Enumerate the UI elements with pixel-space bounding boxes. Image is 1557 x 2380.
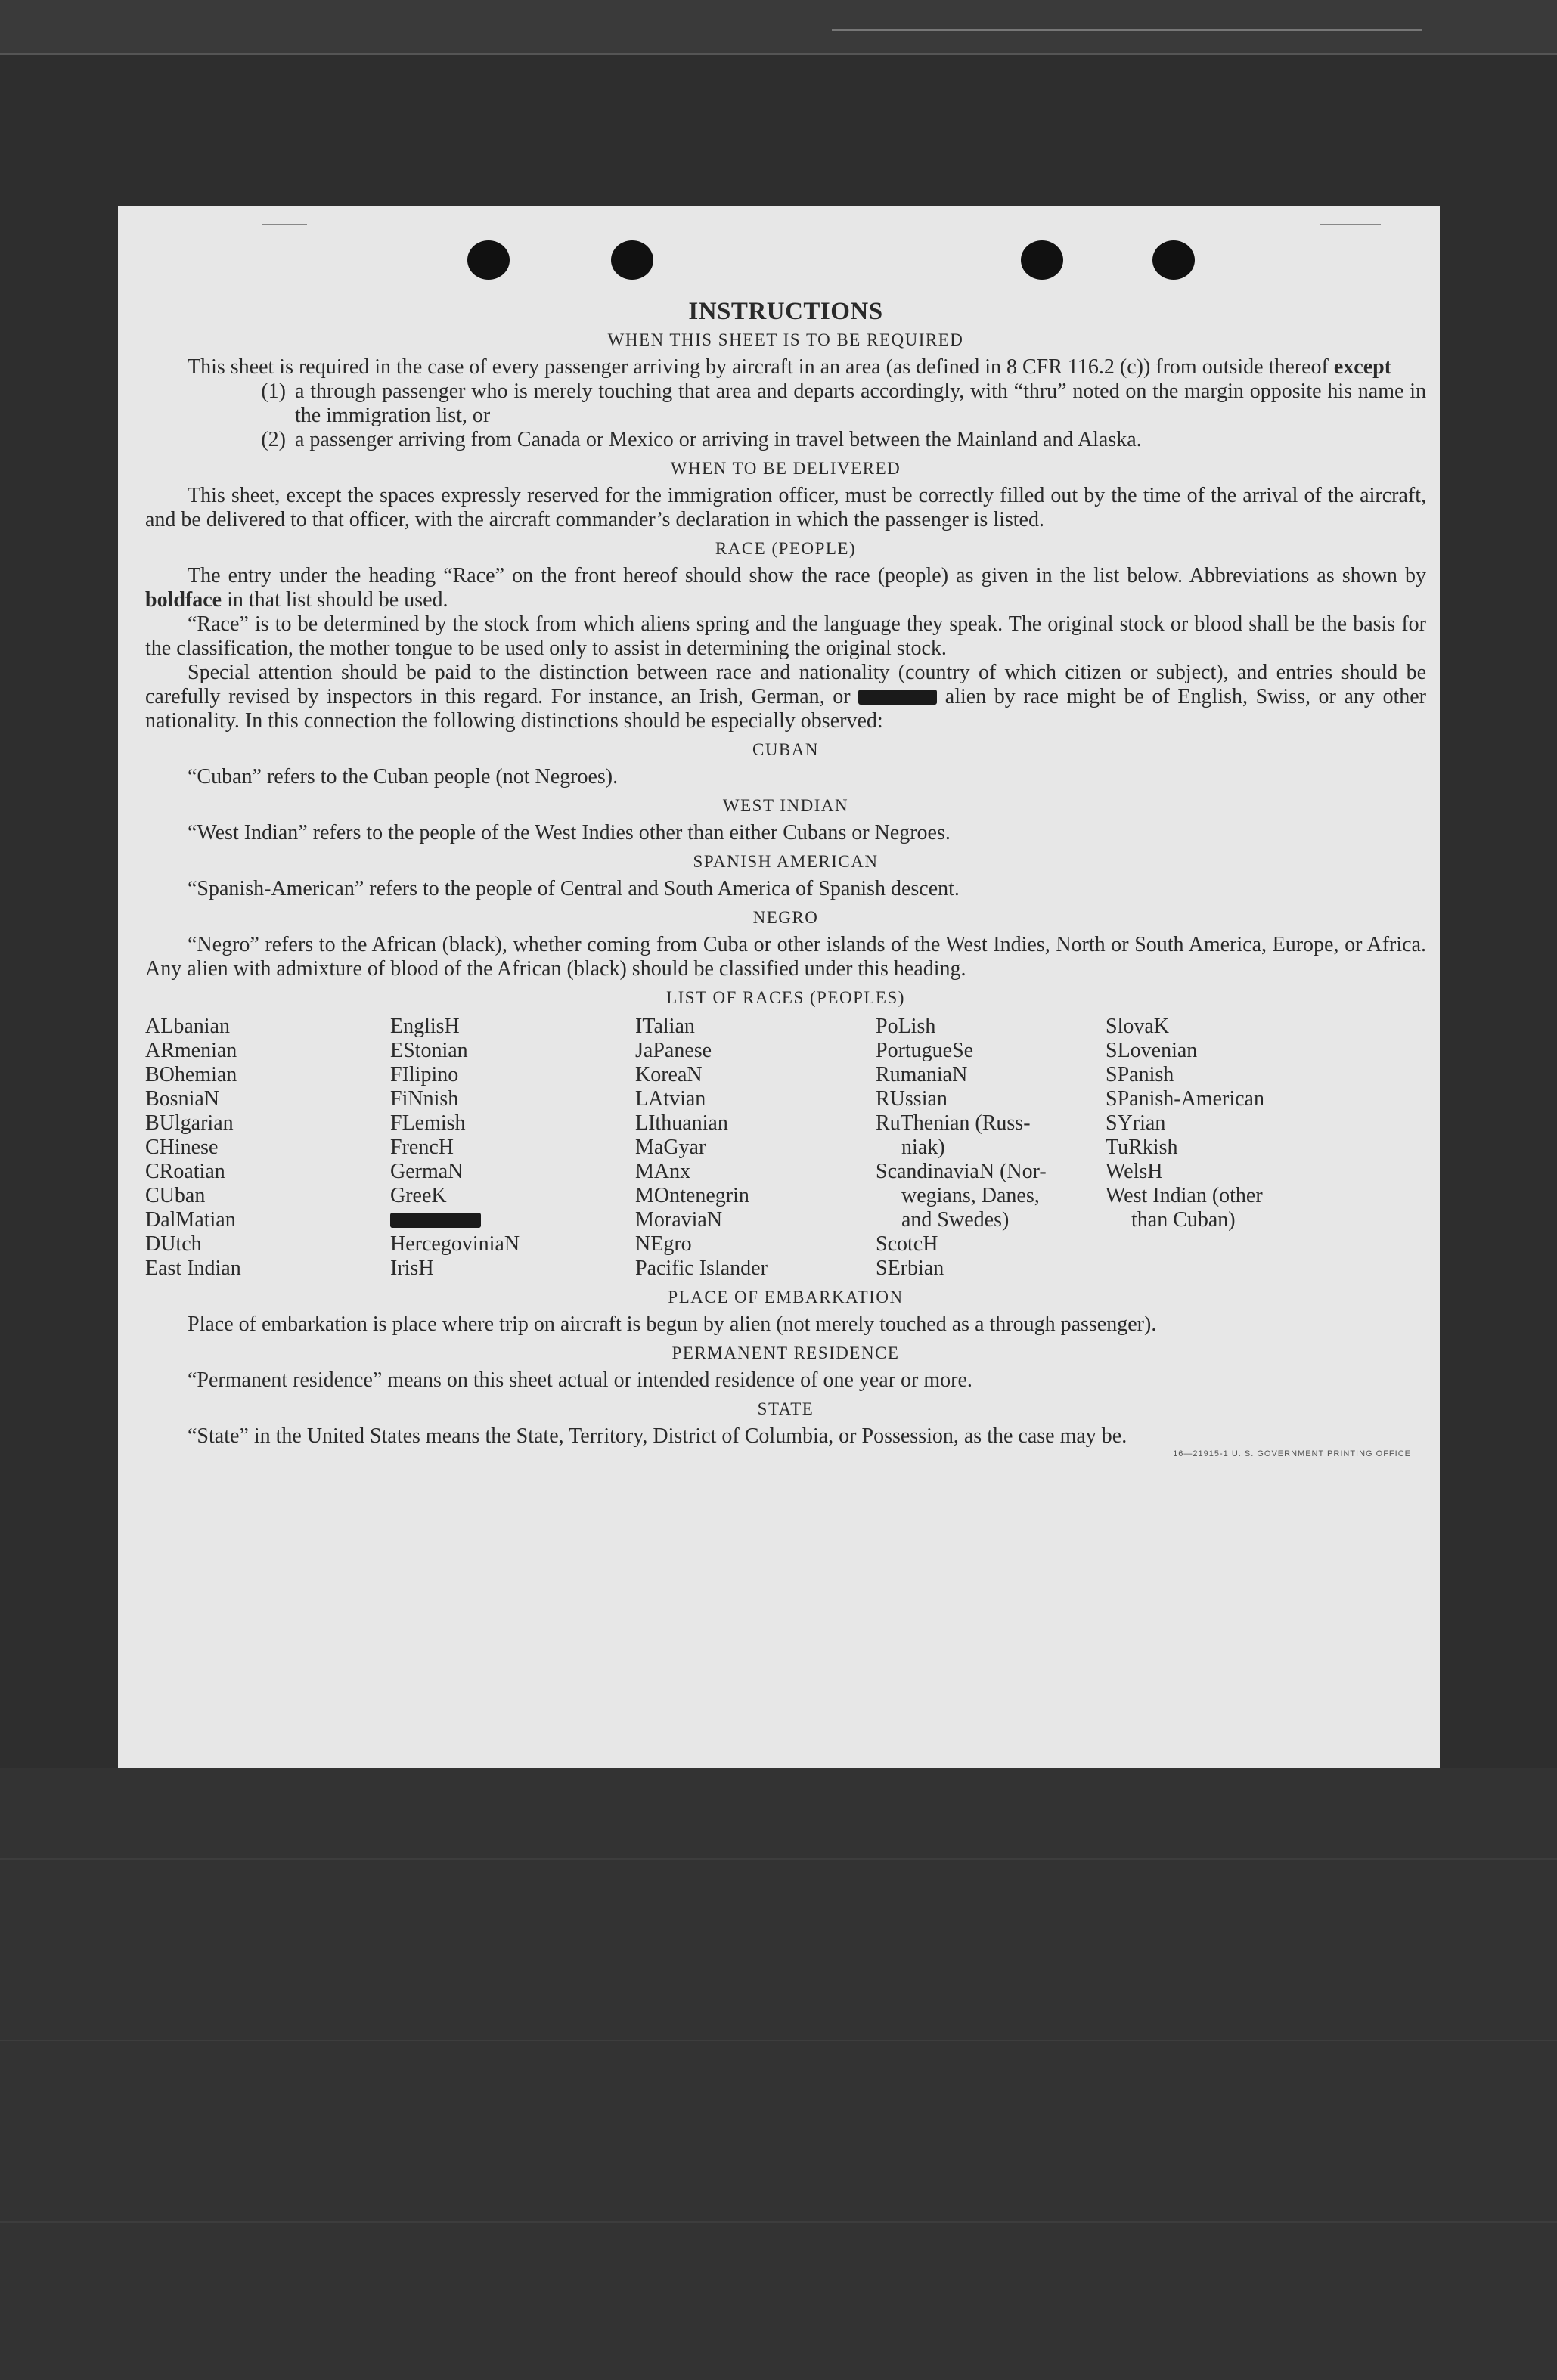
list-item: [145, 428, 1426, 452]
delivered-text: This sheet, except the spaces expressly reserved for the immigration officer, must be correctly filled out by the time of the arrival of the aircraft, and be delivered to that officer, with the aircraft commander’s declaration in which the passenger is listed.: [145, 484, 1426, 531]
required-intro: [145, 355, 1426, 380]
film-scan-line: [0, 1858, 1557, 1860]
race-list-entry: TuRkish: [1106, 1136, 1178, 1159]
section-heading-west-indian: WEST INDIAN: [722, 796, 849, 815]
race-list-entry: EnglisH: [390, 1015, 460, 1038]
race-list-entry: West Indian (other: [1106, 1184, 1263, 1207]
race-list-entry: SPanish-American: [1106, 1087, 1264, 1111]
race-list-entry: EStonian: [390, 1039, 468, 1062]
race-p1-b: in that list should be used.: [227, 588, 448, 612]
film-scan-line: [0, 2221, 1557, 2223]
race-list-entry: East Indian: [145, 1257, 241, 1280]
race-list-entry: MoraviaN: [635, 1208, 723, 1232]
race-list-entry: SPanish: [1106, 1063, 1174, 1086]
race-paragraph-1: [145, 564, 1426, 612]
race-list-entry: BUlgarian: [145, 1111, 234, 1135]
race-list-entry: KoreaN: [635, 1063, 703, 1086]
race-p1-bold: boldface: [145, 588, 222, 612]
race-list-column: [876, 1015, 1106, 1281]
spanish-american-text: “Spanish-American” refers to the people of Central and South America of Spanish descent.: [188, 877, 960, 900]
race-list-column: [1106, 1015, 1317, 1281]
item-text: a passenger arriving from Canada or Mexico or arriving in travel between the Mainland and Alaska.: [295, 428, 1142, 451]
race-list-entry: RUssian: [876, 1087, 948, 1111]
race-list-column: [145, 1015, 390, 1281]
race-list-entry: RumaniaN: [876, 1063, 968, 1086]
section-heading-race-list: LIST OF RACES (PEOPLES): [666, 988, 905, 1007]
race-list-entry: FrencH: [390, 1136, 454, 1159]
race-list-entry: wegians, Danes,: [901, 1184, 1040, 1207]
race-list-column: [635, 1015, 876, 1281]
race-list-entry: CUban: [145, 1184, 206, 1207]
race-list-entry: FiNnish: [390, 1087, 459, 1111]
race-list-entry: FLemish: [390, 1111, 466, 1135]
race-list-entry: niak): [901, 1136, 945, 1159]
race-list-entry: ScotcH: [876, 1232, 938, 1256]
race-list-entry: PortugueSe: [876, 1039, 974, 1062]
race-list-entry: MOntenegrin: [635, 1184, 749, 1207]
race-list-entry: MAnx: [635, 1160, 691, 1183]
section-heading-spanish-american: SPANISH AMERICAN: [693, 852, 879, 871]
required-intro-emphasis: except: [1333, 355, 1392, 379]
race-list-entry: JaPanese: [635, 1039, 712, 1062]
race-list-entry: HercegoviniaN: [390, 1232, 520, 1256]
race-list-entry: FIlipino: [390, 1063, 459, 1086]
race-paragraph-2: “Race” is to be determined by the stock from which aliens spring and the language they speak. The original stock or blood shall be the basis for the classification, the mother tongue to be used only to assist in determining the original stock.: [145, 612, 1426, 660]
film-bottom-strip: [0, 1768, 1557, 2380]
race-list-entry: DUtch: [145, 1232, 202, 1256]
negro-text: “Negro” refers to the African (black), whether coming from Cuba or other islands of the West Indies, North or South America, Europe, or Africa. Any alien with admixture of blood of the African (black) should be classified under this heading.: [145, 933, 1426, 981]
section-heading-required: WHEN THIS SHEET IS TO BE REQUIRED: [607, 330, 964, 349]
race-list-entry: BosniaN: [145, 1087, 219, 1111]
race-list-entry: ARmenian: [145, 1039, 237, 1062]
race-list-table: [145, 1015, 1426, 1281]
redaction-mark: [390, 1213, 481, 1228]
section-heading-state: STATE: [757, 1399, 814, 1418]
race-list-entry: DalMatian: [145, 1208, 236, 1232]
race-list-entry: LIthuanian: [635, 1111, 728, 1135]
binder-hole: [1021, 240, 1063, 280]
race-list-entry: ALbanian: [145, 1015, 230, 1038]
section-heading-race: RACE (PEOPLE): [715, 539, 857, 558]
race-list-entry: PoLish: [876, 1015, 936, 1038]
race-list-entry: SErbian: [876, 1257, 944, 1280]
section-heading-cuban: CUBAN: [752, 740, 819, 759]
race-list-entry: ScandinaviaN (Nor-: [876, 1160, 1047, 1183]
race-list-entry: BOhemian: [145, 1063, 237, 1086]
list-item: [145, 380, 1426, 428]
race-list-entry: ITalian: [635, 1015, 695, 1038]
race-list-entry: NEgro: [635, 1232, 692, 1256]
race-list-entry: CRoatian: [145, 1160, 225, 1183]
item-number: (1): [261, 380, 286, 403]
document-body: [145, 299, 1426, 1466]
race-list-entry: GermaN: [390, 1160, 464, 1183]
race-list-entry: IrisH: [390, 1257, 434, 1280]
race-list-entry: SLovenian: [1106, 1039, 1198, 1062]
binder-hole: [1152, 240, 1195, 280]
race-list-entry: MaGyar: [635, 1136, 706, 1159]
film-edge-mark: [832, 29, 1422, 31]
race-list-entry: SlovaK: [1106, 1015, 1169, 1038]
race-p3-a: Special attention should be paid to the distinction between race and nationality (country of which citizen or subject), and entries should be carefully revised by inspectors in this regard. For instance, an Irish, German, or: [145, 661, 1426, 708]
binder-hole: [467, 240, 510, 280]
section-heading-delivered: WHEN TO BE DELIVERED: [670, 459, 901, 478]
race-list-entry: SYrian: [1106, 1111, 1166, 1135]
race-list-entry: LAtvian: [635, 1087, 706, 1111]
race-list-entry: CHinese: [145, 1136, 219, 1159]
race-list-entry: GreeK: [390, 1184, 447, 1207]
race-p1-a: The entry under the heading “Race” on the front hereof should show the race (people) as given in the list below. Abbreviations as shown by: [188, 564, 1426, 587]
film-top-strip: [0, 0, 1557, 55]
instruction-sheet: [118, 206, 1440, 1768]
film-scan-line: [0, 2040, 1557, 2041]
race-list-entry: and Swedes): [901, 1208, 1010, 1232]
item-number: (2): [261, 428, 286, 451]
page-title: INSTRUCTIONS: [688, 298, 883, 325]
race-list-entry: WelsH: [1106, 1160, 1163, 1183]
race-paragraph-3: [145, 661, 1426, 733]
race-list-entry: than Cuban): [1131, 1208, 1236, 1232]
cuban-text: “Cuban” refers to the Cuban people (not Negroes).: [188, 765, 619, 789]
item-text: a through passenger who is merely touching that area and departs accordingly, with “thru” noted on the margin opposite his name in the immigration list, or: [295, 380, 1426, 427]
print-code: 16—21915-1 U. S. GOVERNMENT PRINTING OFFICE: [1173, 1449, 1411, 1458]
west-indian-text: “West Indian” refers to the people of the West Indies other than either Cubans or Negroes.: [188, 821, 951, 844]
section-heading-embarkation: PLACE OF EMBARKATION: [668, 1288, 904, 1306]
race-list-column: [390, 1015, 635, 1281]
race-list-entry-redacted: [390, 1208, 635, 1232]
embarkation-text: Place of embarkation is place where trip on aircraft is begun by alien (not merely touched as a through passenger).: [188, 1312, 1157, 1336]
punch-mark: [262, 224, 307, 225]
race-p3-b: alien by race might be of English, Swiss, or any other nationality. In this connection the following distinctions should be especially observed:: [145, 685, 1426, 733]
required-intro-text: This sheet is required in the case of every passenger arriving by aircraft in an area (as defined in 8 CFR 116.2 (c)) from outside thereof: [188, 355, 1329, 379]
section-heading-residence: PERMANENT RESIDENCE: [671, 1343, 900, 1362]
state-text: “State” in the United States means the State, Territory, District of Columbia, or Possession, as the case may be.: [188, 1424, 1127, 1448]
redaction-mark: [858, 690, 937, 705]
binder-hole: [611, 240, 653, 280]
race-list-entry: RuThenian (Russ-: [876, 1111, 1031, 1135]
race-list-entry: Pacific Islander: [635, 1257, 768, 1280]
section-heading-negro: NEGRO: [752, 908, 819, 927]
residence-text: “Permanent residence” means on this sheet actual or intended residence of one year or more.: [188, 1368, 972, 1392]
punch-mark: [1320, 224, 1381, 225]
